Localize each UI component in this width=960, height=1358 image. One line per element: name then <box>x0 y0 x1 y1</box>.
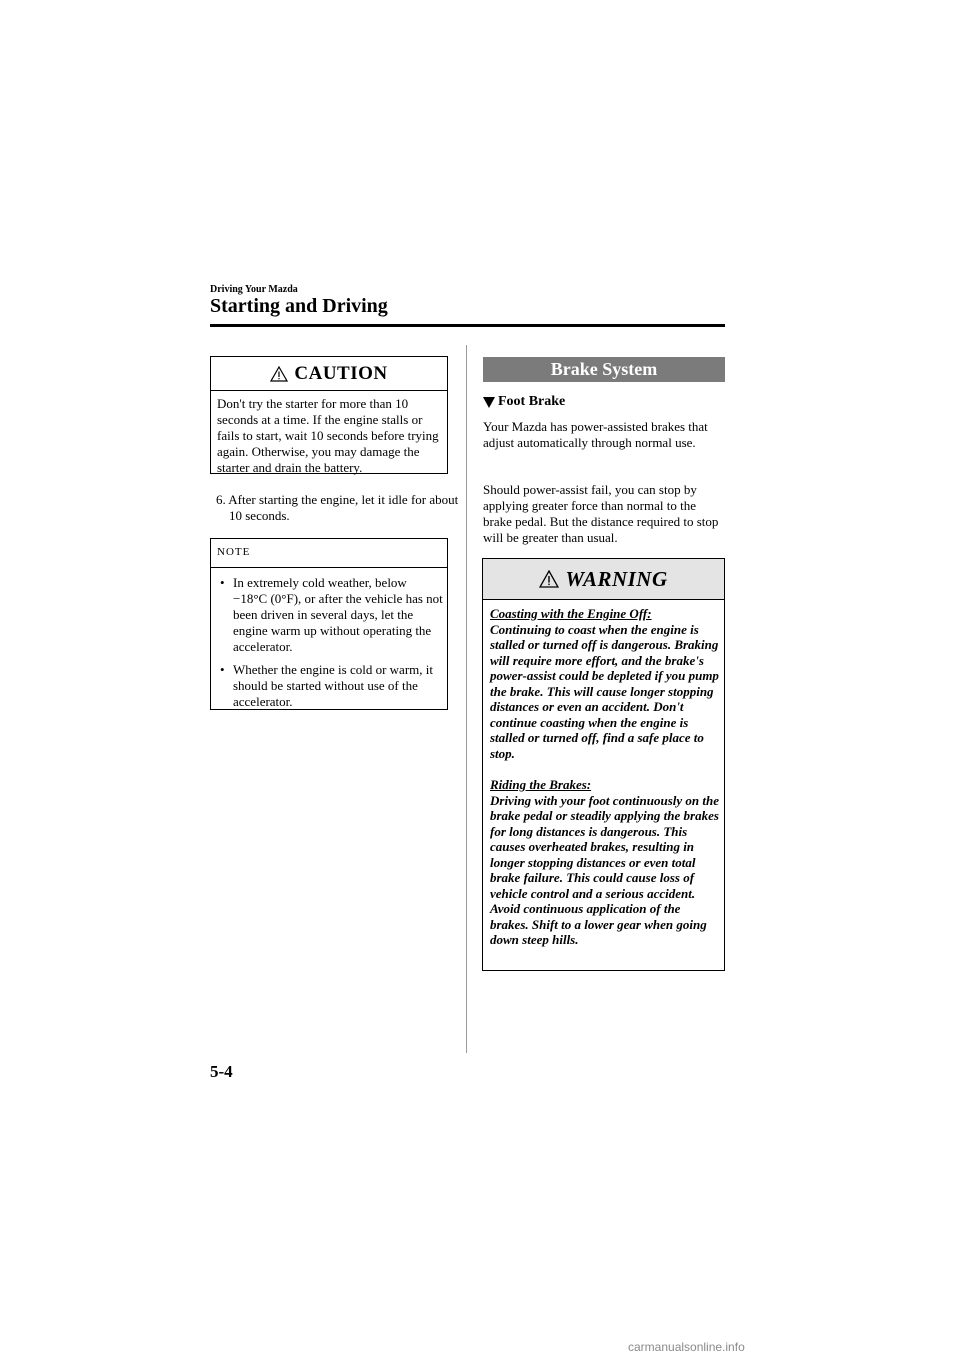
section-label: Driving Your Mazda <box>210 284 298 295</box>
brake-system-banner: Brake System <box>483 357 725 382</box>
note-item <box>217 662 443 710</box>
foot-brake-heading <box>483 394 565 410</box>
warning-heading-riding: Riding the Brakes: <box>490 777 592 792</box>
note-box <box>210 538 448 710</box>
warning-heading-coasting: Coasting with the Engine Off: <box>490 606 652 621</box>
warning-text-riding: Driving with your foot continuously on the brake pedal or steadily applying the brakes for long distances is dangerous. This causes overheated brakes, resulting in longer stopping distances or even total brake failure. This could cause loss of vehicle control and a serious accident. Avoid continuous application of the brakes. Shift to a lower gear when going down steep hills. <box>490 792 719 947</box>
caution-title: CAUTION <box>294 362 388 384</box>
page-title: Starting and Driving <box>210 295 388 317</box>
bullet-icon: • <box>220 662 225 677</box>
warning-box <box>482 558 725 971</box>
note-item-text: In extremely cold weather, below −18°C (0°F), or after the vehicle has not been driven in several days, let the engine warm up without operating the accelerator. <box>233 575 443 654</box>
title-rule <box>210 324 725 327</box>
triangle-down-icon <box>483 397 495 408</box>
column-divider <box>466 345 467 1053</box>
note-list <box>217 575 443 717</box>
caution-header <box>211 357 447 391</box>
watermark: carmanualsonline.info <box>628 1340 745 1354</box>
caution-box <box>210 356 448 474</box>
note-item-text: Whether the engine is cold or warm, it should be started without use of the accelerator. <box>233 662 433 709</box>
warning-header <box>483 559 724 600</box>
brake-paragraph-2: Should power-assist fail, you can stop by applying greater force than normal to the brake pedal. But the distance required to stop will be greater than usual. <box>483 482 719 545</box>
warning-body <box>490 606 720 948</box>
warning-title: WARNING <box>565 566 668 591</box>
brake-paragraph-1: Your Mazda has power-assisted brakes that adjust automatically through normal use. <box>483 419 708 450</box>
note-header <box>211 539 447 568</box>
warning-text-coasting: Continuing to coast when the engine is stalled or turned off is dangerous. Braking will require more effort, and the brake's power-assist could be depleted if you pump the brake. This will cause longer stopping distances or even an accident. Don't continue coasting when the engine is stalled or turned off, find a safe place to stop. <box>490 621 719 761</box>
warning-triangle-icon <box>539 570 559 588</box>
bullet-icon: • <box>220 575 225 590</box>
page-number: 5-4 <box>210 1062 233 1081</box>
foot-brake-label: Foot Brake <box>498 394 566 409</box>
caution-text: Don't try the starter for more than 10 seconds at a time. If the engine stalls or fails to start, wait 10 seconds before trying again. Otherwise, you may damage the starter and drain the battery. <box>217 396 439 475</box>
step-6-text: 6. After starting the engine, let it idle for about 10 seconds. <box>216 492 459 523</box>
note-title: NOTE <box>217 546 251 558</box>
warning-triangle-icon <box>270 366 288 382</box>
note-item <box>217 575 443 655</box>
